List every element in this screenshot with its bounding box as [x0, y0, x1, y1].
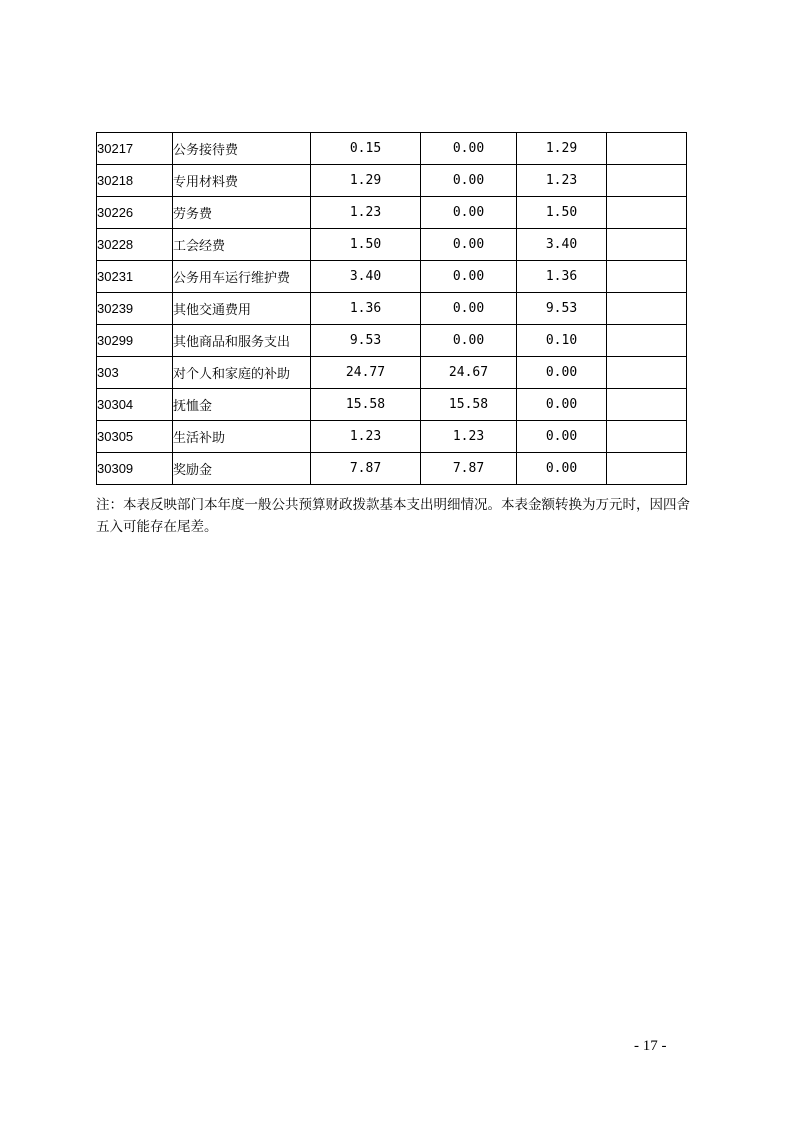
cell-col1: 9.53 — [311, 325, 421, 357]
cell-col2: 24.67 — [421, 357, 517, 389]
cell-col2: 15.58 — [421, 389, 517, 421]
table-row — [97, 453, 687, 485]
cell-col1: 1.50 — [311, 229, 421, 261]
cell-col4 — [607, 389, 687, 421]
cell-name: 其他商品和服务支出 — [173, 325, 311, 357]
cell-code: 30228 — [97, 229, 173, 261]
cell-col3: 0.00 — [517, 357, 607, 389]
cell-col4 — [607, 261, 687, 293]
cell-code: 30217 — [97, 133, 173, 165]
cell-name: 专用材料费 — [173, 165, 311, 197]
cell-col3: 3.40 — [517, 229, 607, 261]
cell-col1: 1.23 — [311, 421, 421, 453]
cell-col2: 0.00 — [421, 197, 517, 229]
cell-col1: 0.15 — [311, 133, 421, 165]
cell-col4 — [607, 421, 687, 453]
cell-col3: 1.23 — [517, 165, 607, 197]
cell-col3: 1.36 — [517, 261, 607, 293]
table-row — [97, 357, 687, 389]
cell-name: 其他交通费用 — [173, 293, 311, 325]
table-row — [97, 261, 687, 293]
cell-code: 30226 — [97, 197, 173, 229]
cell-col2: 1.23 — [421, 421, 517, 453]
table-row — [97, 133, 687, 165]
cell-col3: 1.29 — [517, 133, 607, 165]
cell-col4 — [607, 133, 687, 165]
cell-col1: 15.58 — [311, 389, 421, 421]
cell-code: 30218 — [97, 165, 173, 197]
table-row — [97, 325, 687, 357]
cell-col1: 3.40 — [311, 261, 421, 293]
cell-col2: 0.00 — [421, 293, 517, 325]
cell-name: 公务用车运行维护费 — [173, 261, 311, 293]
cell-col3: 9.53 — [517, 293, 607, 325]
cell-col2: 0.00 — [421, 325, 517, 357]
cell-name: 奖励金 — [173, 453, 311, 485]
table-note: 注：本表反映部门本年度一般公共预算财政拨款基本支出明细情况。本表金额转换为万元时，因四舍五入可能存在尾差。 — [96, 497, 690, 535]
cell-col4 — [607, 325, 687, 357]
cell-col1: 7.87 — [311, 453, 421, 485]
cell-code: 30305 — [97, 421, 173, 453]
cell-code: 30309 — [97, 453, 173, 485]
cell-col3: 0.00 — [517, 421, 607, 453]
cell-col2: 0.00 — [421, 229, 517, 261]
table-row — [97, 197, 687, 229]
cell-col4 — [607, 293, 687, 325]
cell-code: 30299 — [97, 325, 173, 357]
cell-col4 — [607, 357, 687, 389]
table-body — [97, 133, 687, 485]
page-number: - 17 - — [634, 1038, 667, 1054]
cell-code: 30231 — [97, 261, 173, 293]
cell-code: 30239 — [97, 293, 173, 325]
cell-col1: 1.36 — [311, 293, 421, 325]
cell-name: 对个人和家庭的补助 — [173, 357, 311, 389]
table-row — [97, 389, 687, 421]
table-row — [97, 165, 687, 197]
cell-col2: 7.87 — [421, 453, 517, 485]
cell-col2: 0.00 — [421, 133, 517, 165]
cell-col3: 0.00 — [517, 453, 607, 485]
cell-name: 公务接待费 — [173, 133, 311, 165]
table-row — [97, 229, 687, 261]
cell-col3: 0.10 — [517, 325, 607, 357]
cell-code: 303 — [97, 357, 173, 389]
cell-col4 — [607, 229, 687, 261]
cell-col4 — [607, 453, 687, 485]
cell-name: 生活补助 — [173, 421, 311, 453]
cell-name: 劳务费 — [173, 197, 311, 229]
cell-col4 — [607, 165, 687, 197]
cell-col3: 1.50 — [517, 197, 607, 229]
cell-col4 — [607, 197, 687, 229]
cell-col1: 24.77 — [311, 357, 421, 389]
cell-col1: 1.23 — [311, 197, 421, 229]
table-row — [97, 421, 687, 453]
cell-name: 工会经费 — [173, 229, 311, 261]
cell-col3: 0.00 — [517, 389, 607, 421]
table-row — [97, 293, 687, 325]
expenditure-table — [96, 132, 687, 485]
cell-col1: 1.29 — [311, 165, 421, 197]
cell-code: 30304 — [97, 389, 173, 421]
cell-col2: 0.00 — [421, 261, 517, 293]
cell-name: 抚恤金 — [173, 389, 311, 421]
cell-col2: 0.00 — [421, 165, 517, 197]
